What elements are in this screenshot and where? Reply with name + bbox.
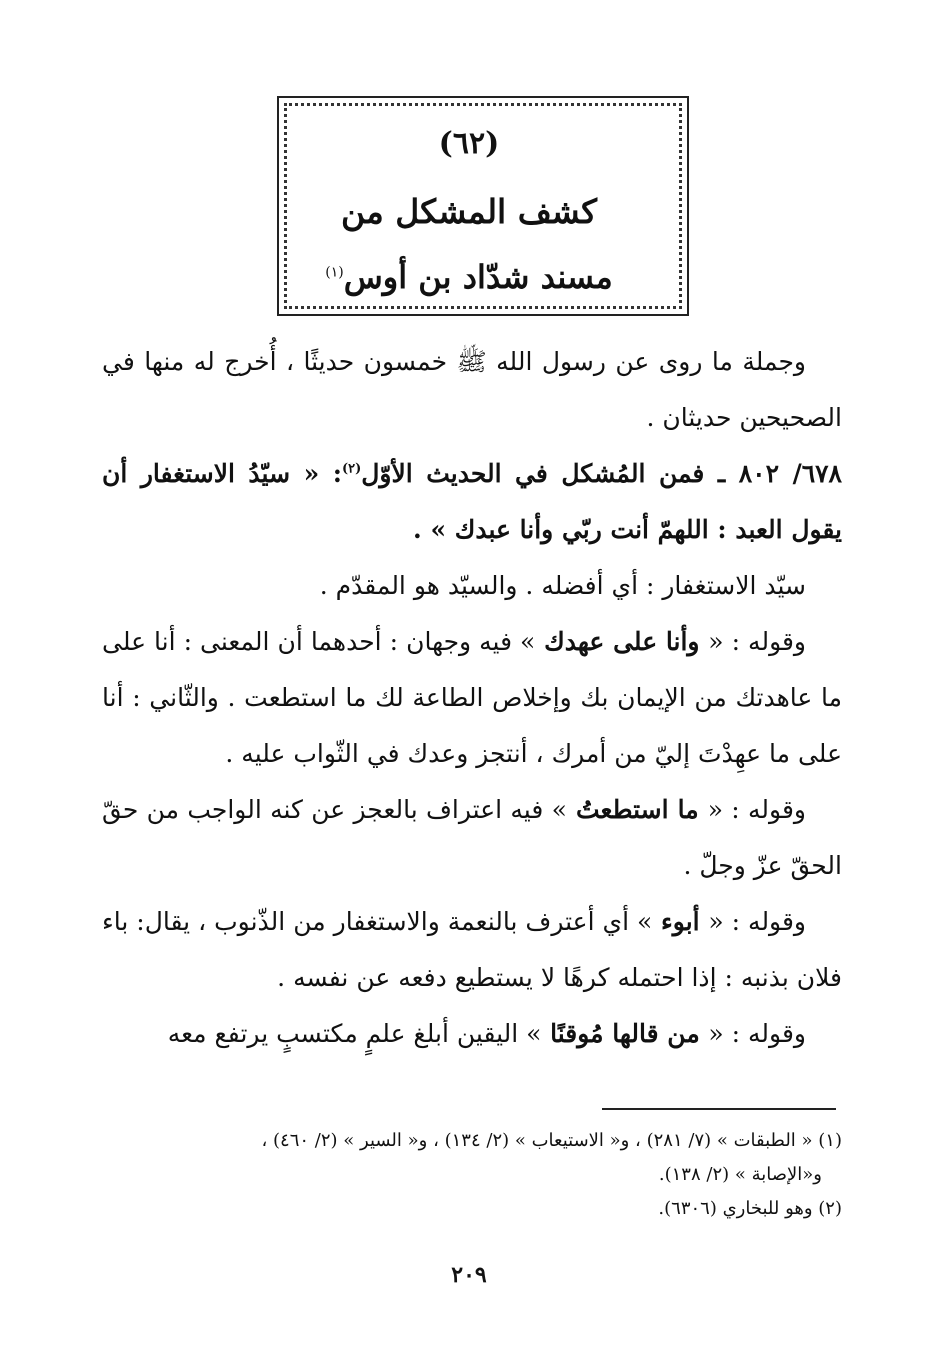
explanation-text: » اليقين أبلغ علمٍ مكتسبٍ يرتفع معه	[167, 1019, 542, 1048]
quoted-phrase: أبوء	[652, 907, 709, 936]
chapter-subtitle-text: مسند شدّاد بن أوس	[343, 258, 613, 296]
chapter-title: كشف المشكل من	[340, 192, 598, 231]
paragraph-explanation-5	[102, 1006, 842, 1062]
paragraph-intro: وجملة ما روى عن رسول الله ﷺ خمسون حديثًا ، أُخرج له منها في الصحيحين حديثان .	[102, 347, 842, 432]
paragraph-explanation-4	[102, 894, 842, 1006]
explanation-text: » فيه وجهان : أحدهما أن المعنى : أنا على ما عاهدتك من الإيمان بك وإخلاص الطاعة لك ما استطعت . والثّاني : أنا على ما عهِدْتَ إليّ من أمرك ، أنتجز وعدك في الثّواب عليه .	[102, 627, 842, 768]
main-text	[102, 334, 842, 1062]
subtitle-footnote-ref: (١)	[325, 264, 344, 281]
footnote-1-line-2: و«الإصابة » (٢/ ١٣٨).	[658, 1164, 822, 1185]
chapter-number: (٦٢)	[438, 126, 500, 161]
quote-open: وقوله : «	[708, 1019, 806, 1048]
quote-open: وقوله : «	[708, 627, 807, 656]
paragraph-explanation-2	[102, 614, 842, 782]
paragraph-explanation-1: سيّد الاستغفار : أي أفضله . والسيّد هو المقدّم .	[319, 571, 806, 600]
quoted-phrase: من قالها مُوقنًا	[541, 1019, 709, 1048]
footnote-2: (٢) وهو للبخاري (٦٣٠٦).	[658, 1198, 842, 1219]
quote-open: وقوله : «	[707, 795, 806, 824]
quoted-phrase: ما استطعتُ	[566, 795, 708, 824]
paragraph-explanation-3	[102, 782, 842, 894]
quoted-phrase: وأنا على عهدك	[535, 627, 709, 656]
quote-open: وقوله : «	[708, 907, 806, 936]
chapter-subtitle	[0, 258, 938, 296]
footnote-separator	[602, 1108, 836, 1110]
hadith-text: : « سيّدُ الاستغفار أن يقول العبد : اللهمّ أنت ربّي وأنا عبدك » .	[102, 459, 842, 544]
explanation-text: » أي أعترف بالنعمة والاستغفار من الذّنوب ، يقال: باء فلان بذنبه : إذا احتمله كرهًا لا يستطيع دفعه عن نفسه .	[102, 907, 842, 992]
footnote-1-line-1: (١) « الطبقات » (٧/ ٢٨١) ، و« الاستيعاب » (٢/ ١٣٤) ، و« السير » (٢/ ٤٦٠) ،	[261, 1130, 842, 1151]
hadith-number: ٦٧٨/ ٨٠٢ ـ فمن المُشكل في الحديث الأوّل	[361, 459, 842, 488]
page-number: ٢٠٩	[451, 1262, 487, 1288]
explanation-text: » فيه اعتراف بالعجز عن كنه الواجب من حقّ الحقّ عزّ وجلّ .	[102, 795, 842, 880]
paragraph-hadith	[102, 446, 842, 558]
footnotes	[102, 1124, 842, 1226]
hadith-footnote-ref: (٢)	[341, 461, 362, 477]
